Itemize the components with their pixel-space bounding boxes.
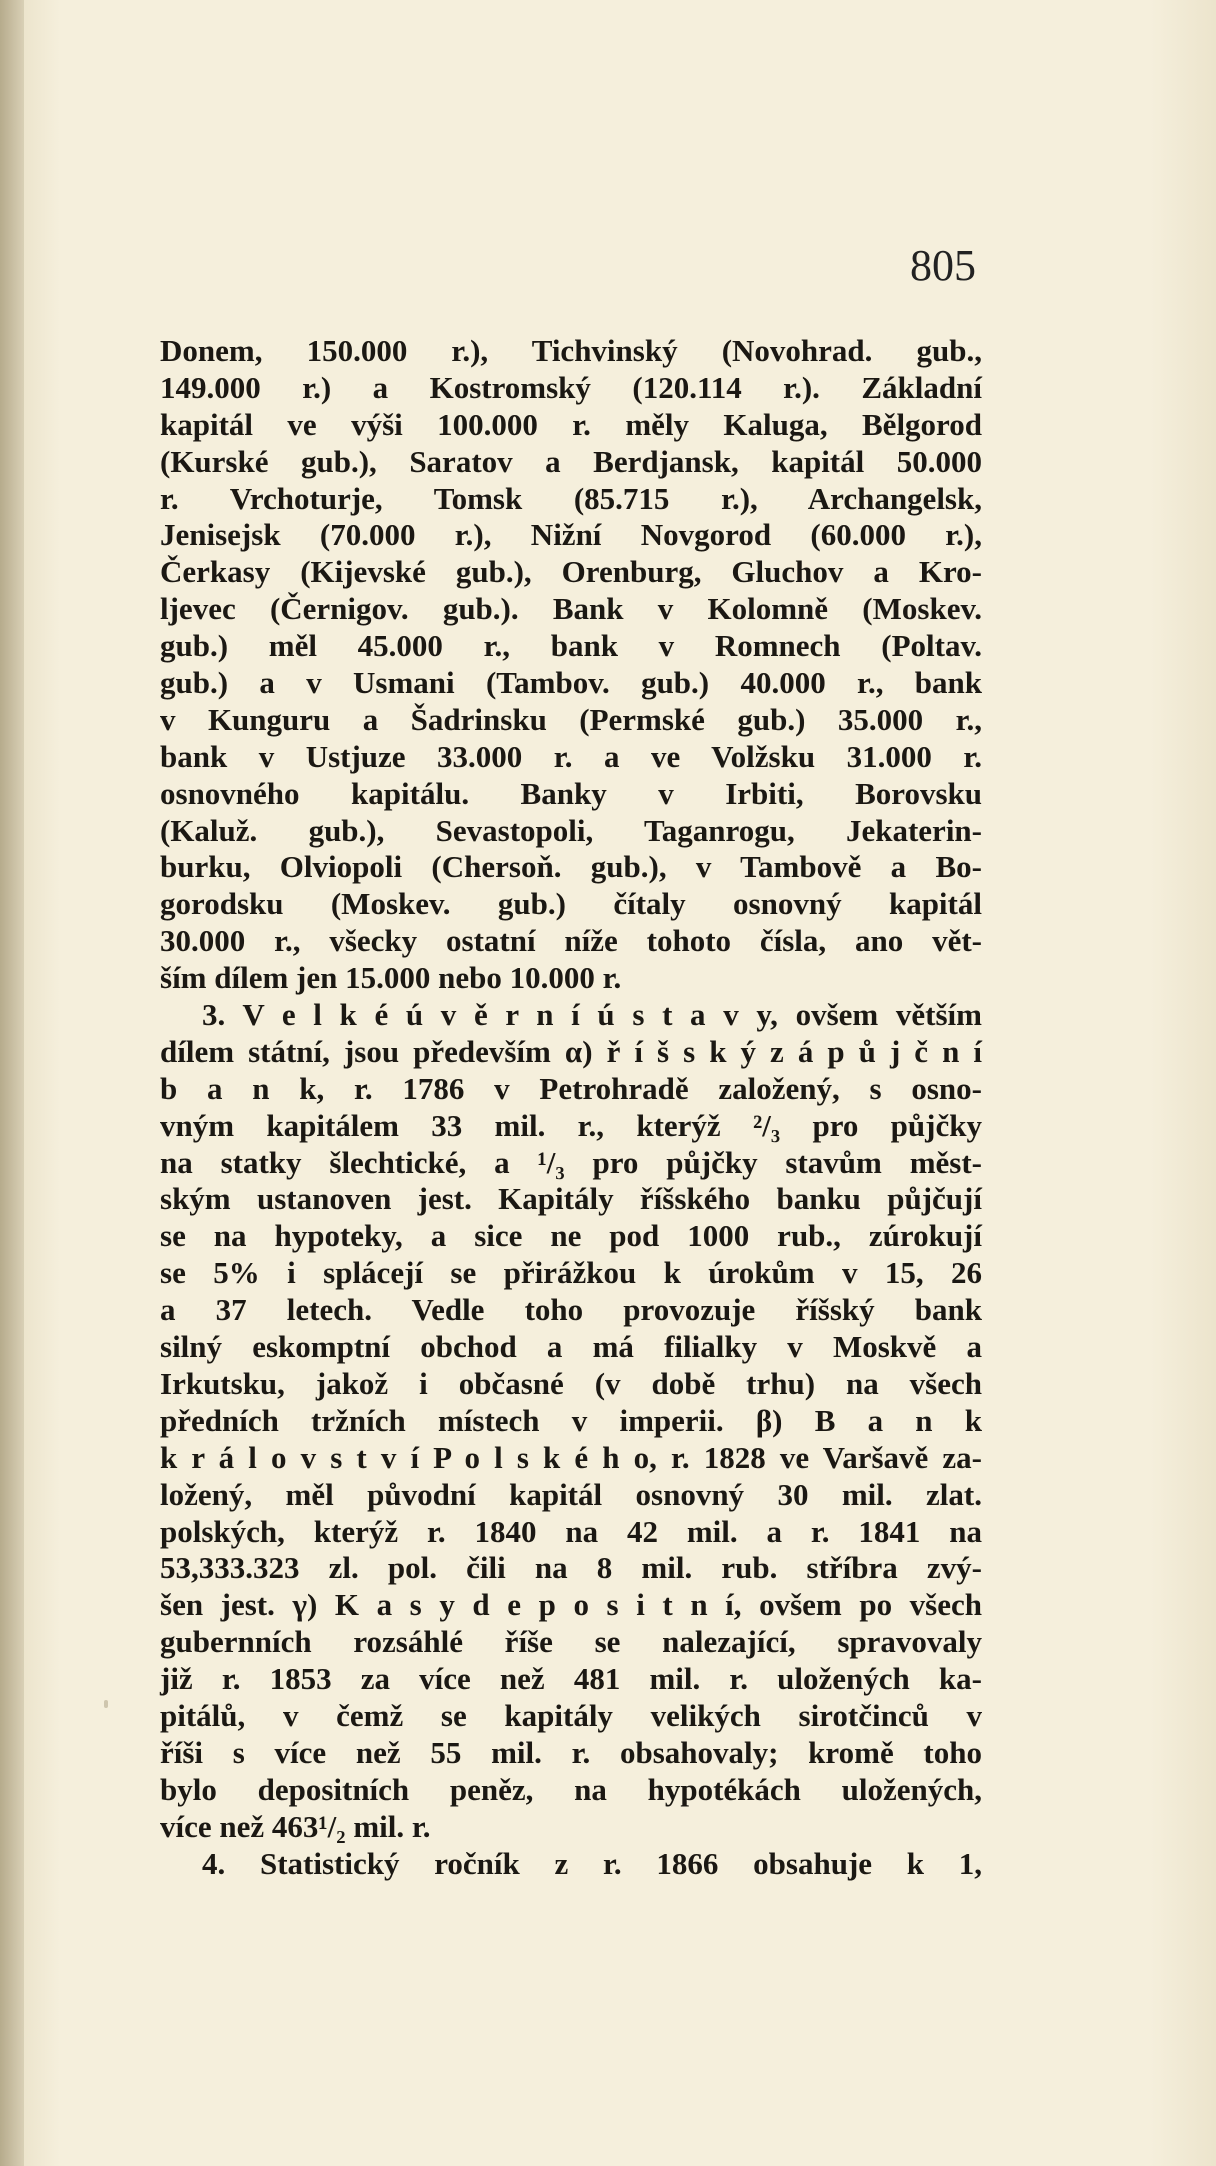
text-line-21: b a n k, r. 1786 v Petrohradě založený, s osno-	[160, 1070, 982, 1106]
text-line-41: více než 463¹/₂ mil. r.	[160, 1808, 431, 1844]
body-text	[160, 333, 982, 1882]
text-line-18: ším dílem jen 15.000 nebo 10.000 r.	[160, 960, 622, 996]
text-line-28: silný eskomptní obchod a má filialky v Moskvě a	[160, 1329, 982, 1365]
text-line-30: předních tržních místech v imperii. β) B a n k	[160, 1402, 982, 1438]
text-line-33: polských, kterýž r. 1840 na 42 mil. a r. 1841 na	[160, 1513, 982, 1549]
text-line-42: 4. Statistický ročník z r. 1866 obsahuje k 1,	[202, 1845, 982, 1881]
text-line-34: 53,333.323 zl. pol. čili na 8 mil. rub. stříbra zvý-	[160, 1550, 982, 1586]
text-line-32: ložený, měl původní kapitál osnovný 30 mil. zlat.	[160, 1476, 982, 1512]
text-line-31: k r á l o v s t v í P o l s k é h o, r. 1828 ve Varšavě za-	[160, 1439, 982, 1475]
text-line-1: Donem, 150.000 r.), Tichvinský (Novohrad. gub.,	[160, 333, 982, 368]
text-line-12: bank v Ustjuze 33.000 r. a ve Volžsku 31.000 r.	[160, 738, 982, 774]
text-line-27: a 37 letech. Vedle toho provozuje říšský bank	[160, 1292, 982, 1328]
text-line-22: vným kapitálem 33 mil. r., kterýž ²/₃ pro půjčky	[160, 1107, 982, 1143]
text-line-11: v Kunguru a Šadrinsku (Permské gub.) 35.000 r.,	[160, 701, 982, 737]
text-line-23: na statky šlechtické, a ¹/₃ pro půjčky stavům měst-	[160, 1144, 982, 1180]
text-line-16: gorodsku (Moskev. gub.) čítaly osnovný kapitál	[160, 886, 982, 922]
text-line-13: osnovného kapitálu. Banky v Irbiti, Borovsku	[160, 775, 982, 811]
text-line-14: (Kaluž. gub.), Sevastopoli, Taganrogu, Jekaterin-	[160, 812, 982, 848]
text-line-40: bylo depositních peněz, na hypotékách uložených,	[160, 1771, 982, 1807]
text-line-37: již r. 1853 za více než 481 mil. r. uložených ka-	[160, 1661, 982, 1697]
text-line-9: gub.) měl 45.000 r., bank v Romnech (Poltav.	[160, 628, 982, 664]
text-line-4: (Kurské gub.), Saratov a Berdjansk, kapitál 50.000	[160, 443, 982, 479]
text-line-2: 149.000 r.) a Kostromský (120.114 r.). Základní	[160, 369, 982, 405]
text-line-17: 30.000 r., všecky ostatní níže tohoto čísla, ano vět-	[160, 923, 982, 959]
text-line-35: šen jest. γ) K a s y d e p o s i t n í, ovšem po všech	[160, 1587, 982, 1623]
text-line-6: Jenisejsk (70.000 r.), Nižní Novgorod (60.000 r.),	[160, 517, 982, 553]
text-line-29: Irkutsku, jakož i občasné (v době trhu) na všech	[160, 1365, 982, 1401]
page-number: 805	[910, 241, 976, 290]
text-line-3: kapitál ve výši 100.000 r. měly Kaluga, Bělgorod	[160, 406, 982, 442]
text-line-8: ljevec (Černigov. gub.). Bank v Kolomně (Moskev.	[160, 591, 982, 627]
text-line-24: ským ustanoven jest. Kapitály říšského banku půjčují	[160, 1181, 982, 1217]
text-line-5: r. Vrchoturje, Tomsk (85.715 r.), Archangelsk,	[160, 480, 982, 516]
text-line-10: gub.) a v Usmani (Tambov. gub.) 40.000 r., bank	[160, 665, 982, 701]
text-line-26: se 5% i splácejí se přirážkou k úrokům v 15, 26	[160, 1255, 982, 1291]
text-line-19: 3. V e l k é ú v ě r n í ú s t a v y, ovšem větším	[202, 997, 982, 1033]
text-line-39: říši s více než 55 mil. r. obsahovaly; kromě toho	[160, 1734, 982, 1770]
text-line-36: gubernních rozsáhlé říše se nalezající, spravovaly	[160, 1624, 982, 1660]
text-line-15: burku, Olviopoli (Chersoň. gub.), v Tambově a Bo-	[160, 849, 982, 885]
text-line-25: se na hypoteky, a sice ne pod 1000 rub., zúrokují	[160, 1218, 982, 1254]
paper-speck	[104, 1700, 108, 1708]
page-spine-shadow	[0, 0, 24, 2166]
text-line-7: Čerkasy (Kijevské gub.), Orenburg, Gluchov a Kro-	[160, 554, 982, 590]
text-line-20: dílem státní, jsou především α) ř í š s k ý z á p ů j č n í	[160, 1033, 982, 1069]
text-line-38: pitálů, v čemž se kapitály velikých sirotčinců v	[160, 1697, 982, 1733]
